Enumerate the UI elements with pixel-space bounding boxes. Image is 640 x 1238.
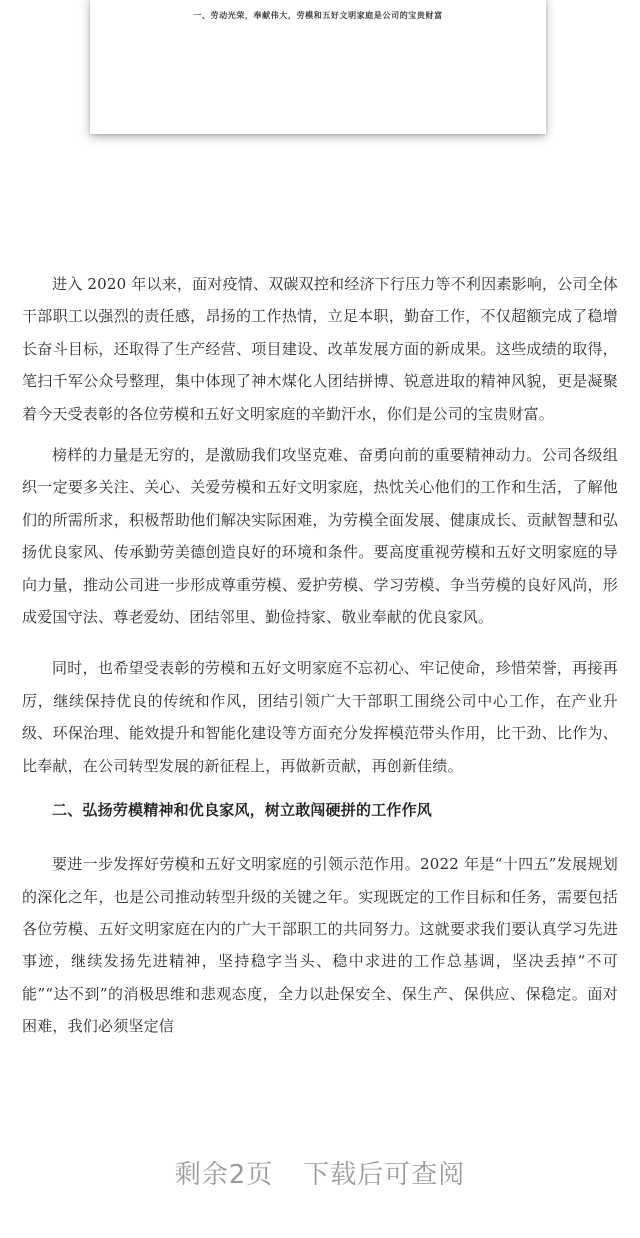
paragraph-2: 榜样的力量是无穷的，是激励我们攻坚克难、奋勇向前的重要精神动力。公司各级组织一定要多关注、关心、关爱劳模和五好文明家庭，热忱关心他们的工作和生活，了解他们的所需所求，积极帮助他们解决实际困难，为劳模全面发展、健康成长、贡献智慧和弘扬优良家风、传承勤劳美德创造良好的环境和条件。要高度重视劳模和五好文明家庭的导向力量，推动公司进一步形成尊重劳模、爱护劳模、学习劳模、争当劳模的良好风尚，形成爱国守法、尊老爱幼、团结邻里、勤俭持家、敬业奉献的优良家风。 <box>22 446 618 627</box>
download-prompt-text: 下载后可查阅 <box>303 1160 466 1190</box>
section-2-heading: 二、弘扬劳模精神和优良家风，树立敢闯硬拼的工作作风 <box>52 801 433 820</box>
download-to-read-more-banner[interactable] <box>0 1150 640 1200</box>
section-2-paragraph: 要进一步发挥好劳模和五好文明家庭的引领示范作用。2022 年是“十四五”发展规划的深化之年，也是公司推动转型升级的关键之年。实现既定的工作目标和任务，需要包括各位劳模、五好文明家庭在内的广大干部职工的共同努力。这就要求我们要认真学习先进事迹，继续发扬先进精神，坚持稳字当头、稳中求进的工作总基调，坚决丢掉“不可能”“达不到”的消极思维和悲观态度，全力以赴保安全、保生产、保供应、保稳定。面对困难，我们必须坚定信 <box>22 855 618 1036</box>
paragraph-1: 进入 2020 年以来，面对疫情、双碳双控和经济下行压力等不利因素影响，公司全体干部职工以强烈的责任感，昂扬的工作热情，立足本职，勤奋工作，不仅超额完成了稳增长奋斗目标，还取得了生产经营、项目建设、改革发展方面的新成果。这些成绩的取得，笔扫千军公众号整理，集中体现了神木煤化人团结拼博、锐意进取的精神风貌，更是凝聚着今天受表彰的各位劳模和五好文明家庭的辛勤汗水，你们是公司的宝贵财富。 <box>22 275 618 423</box>
previous-page-thumbnail-area <box>0 0 640 170</box>
remaining-pages-text: 剩余2页 <box>174 1160 274 1190</box>
article-body <box>22 268 618 1043</box>
paragraph-3: 同时，也希望受表彰的劳模和五好文明家庭不忘初心、牢记使命，珍惜荣誉，再接再厉，继续保持优良的传统和作风，团结引领广大干部职工围绕公司中心工作，在产业升级、环保治理、能效提升和智能化建设等方面充分发挥模范带头作用，比干劲、比作为、比奉献，在公司转型发展的新征程上，再做新贡献，再创新佳绩。 <box>22 659 618 775</box>
thumbnail-section-heading: 一、劳动光荣，奉献伟大，劳模和五好文明家庭是公司的宝贵财富 <box>193 10 443 20</box>
previous-page-thumbnail <box>90 0 546 134</box>
